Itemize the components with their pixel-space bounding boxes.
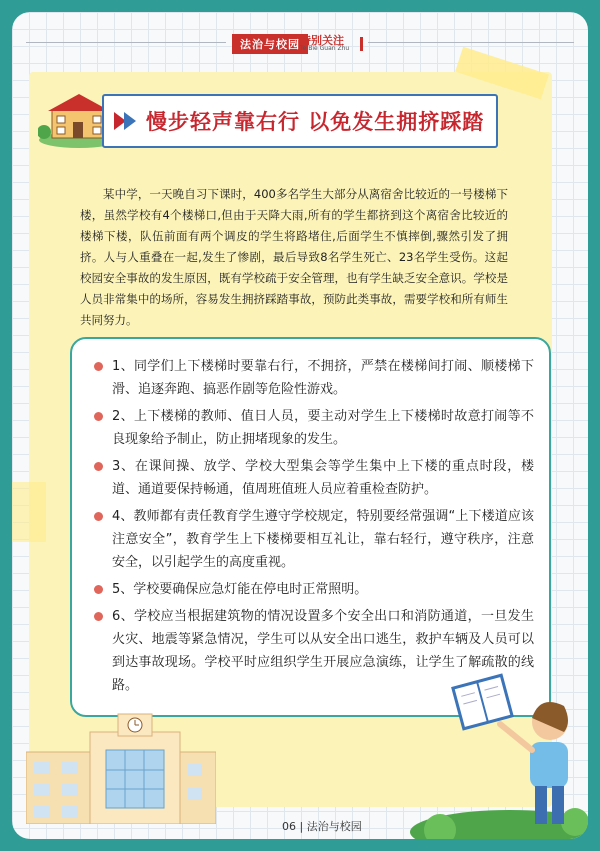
student-reading-illustration [380, 672, 588, 839]
rules-card [70, 337, 551, 717]
list-item [94, 455, 534, 501]
title-arrow-icon [124, 112, 136, 130]
section-tag: 法治与校园 [232, 34, 308, 54]
header-rule-right [368, 42, 574, 43]
list-item [94, 355, 534, 401]
bullet-icon [94, 412, 103, 421]
list-item [94, 405, 534, 451]
rule-text: 5、学校要确保应急灯能在停电时正常照明。 [112, 582, 368, 597]
title-card [102, 94, 498, 148]
rule-text: 6、学校应当根据建筑物的情况设置多个安全出口和消防通道，一旦发生火灾、地震等紧急情况，学生可以从安全出口逃生，救护车辆及人员可以到达事故现场。学校平时应组织学生开展应急演练，让学生了解疏散的线路。 [112, 609, 534, 693]
bullet-icon [94, 362, 103, 371]
rule-text: 3、在课间操、放学、学校大型集会等学生集中上下楼的重点时段，楼道、通道要保持畅通，值周班值班人员应着重检查防护。 [112, 459, 534, 497]
rules-list [94, 355, 534, 701]
page-footer: 06 | 法治与校园 [282, 820, 362, 833]
list-item [94, 578, 534, 601]
bullet-icon [94, 512, 103, 521]
school-building-illustration [26, 712, 216, 824]
page-title: 慢步轻声靠右行 以免发生拥挤踩踏 [146, 109, 485, 134]
magazine-page [12, 12, 588, 839]
rule-text: 4、教师都有责任教育学生遵守学校规定，特别要经常强调“上下楼道应该注意安全”，教育学生上下楼梯要相互礼让，靠右轻行，遵守秩序，注意安全，以引起学生的高度重视。 [112, 509, 534, 570]
bullet-icon [94, 585, 103, 594]
rule-text: 1、同学们上下楼梯时要靠右行，不拥挤，严禁在楼梯间打闹、顺楼梯下滑、追逐奔跑、搞恶作剧等危险性游戏。 [112, 359, 534, 397]
section-special: 特别关注 [300, 34, 344, 47]
header-rule-left [26, 42, 226, 43]
header-bar [360, 37, 363, 51]
bullet-icon [94, 612, 103, 621]
section-pinyin: Te Bie Guan Zhu [300, 45, 350, 52]
bullet-icon [94, 462, 103, 471]
list-item [94, 505, 534, 574]
tape-strip-left [12, 482, 46, 542]
page-header [12, 32, 588, 54]
rule-text: 2、上下楼梯的教师、值日人员，要主动对学生上下楼梯时故意打闹等不良现象给予制止，防止拥堵现象的发生。 [112, 409, 534, 447]
intro-paragraph: 某中学，一天晚自习下课时，400多名学生大部分从离宿舍比较近的一号楼梯下楼，虽然学校有4个楼梯口,但由于天降大雨,所有的学生都挤到这个离宿舍比较近的楼梯下楼，队伍前面有两个调皮的学生将路堵住,后面学生不慎摔倒,骤然引发了拥挤。人与人重叠在一起,发生了惨剧，最后导致8名学生死亡、23名学生受伤。这起校园安全事故的发生原因，既有学校疏于安全管理，也有学生缺乏安全意识。学校是人员非常集中的场所，容易发生拥挤踩踏事故，预防此类事故，需要学校和所有师生共同努力。 [80, 186, 508, 327]
